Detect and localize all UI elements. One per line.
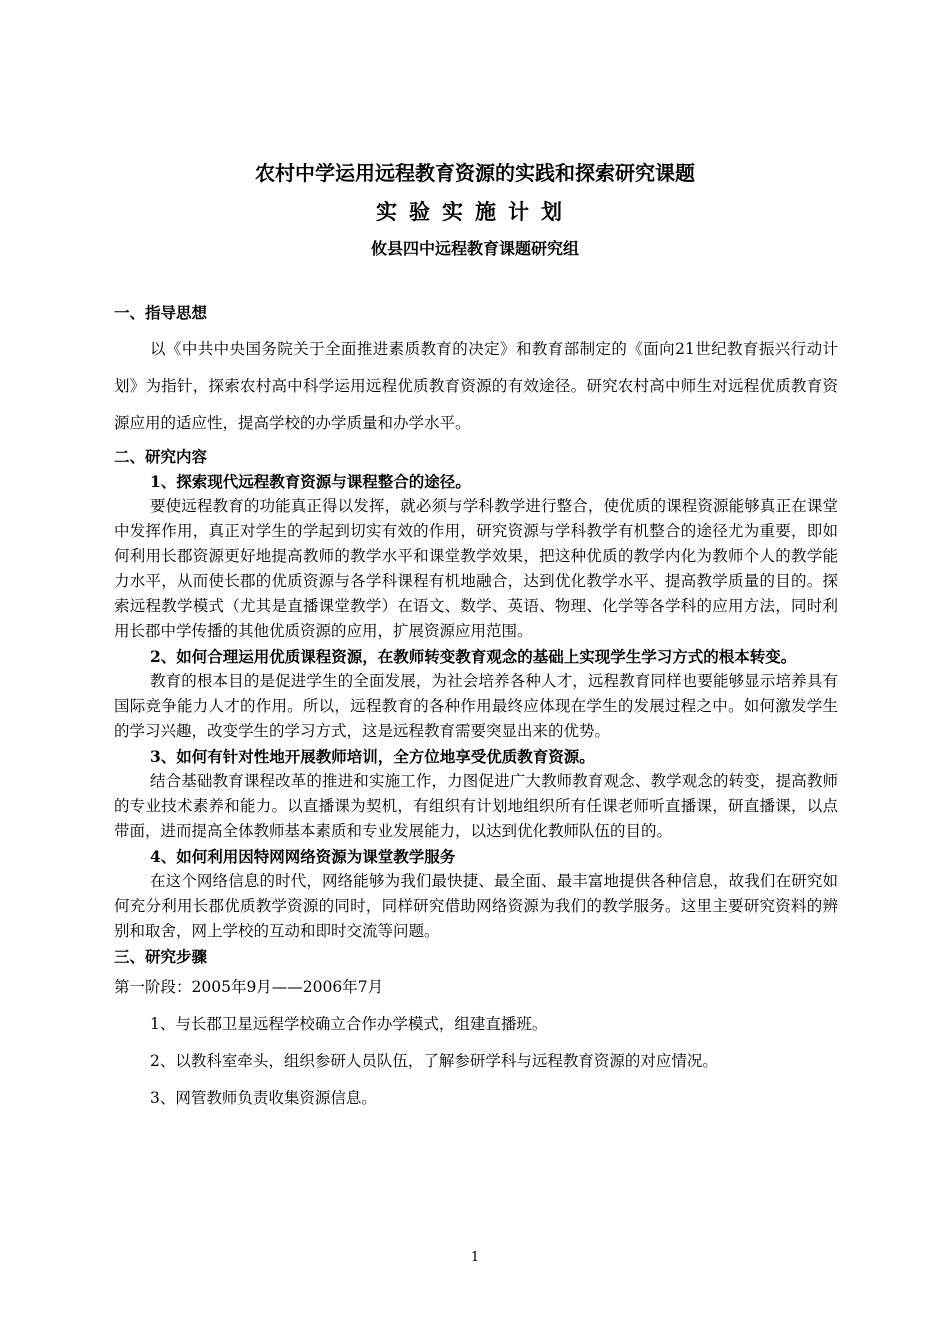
- subheading-2: 2、如何合理运用优质课程资源，在教师转变教育观念的基础上实现学生学习方式的根本转变。: [150, 647, 797, 666]
- document-subtitle: 实验实施计划: [376, 200, 574, 224]
- section-heading-guiding: 一、指导思想: [114, 303, 208, 322]
- paragraph-1: 要使远程教育的功能真正得以发挥，就必须与学科教学进行整合，使优质的课程资源能够真正在课堂中发挥作用，真正对学生的学起到切实有效的作用，研究资源与学科教学有机整合的途径尤为重要，即如何利用长郡资源更好地提高教师的教学水平和课堂教学效果，把这种优质的教学内化为教师个人的教学能力水平，从而使长郡的优质资源与各学科课程有机地融合，达到优化教学水平、提高教学质量的目的。探索远程教学模式（尤其是直播课堂教学）在语文、数学、英语、物理、化学等各学科的应用方法，同时利用长郡中学传播的其他优质资源的应用，扩展资源应用范围。: [114, 497, 838, 640]
- subheading-1: 1、探索现代远程教育资源与课程整合的途径。: [150, 472, 471, 491]
- research-group: 攸县四中远程教育课题研究组: [370, 239, 579, 258]
- section-heading-steps: 三、研究步骤: [114, 947, 208, 966]
- subheading-3: 3、如何有针对性地开展教师培训，全方位地享受优质教育资源。: [150, 747, 595, 766]
- stage-one: 第一阶段：2005年9月——2006年7月: [114, 978, 384, 996]
- paragraph-4: 在这个网络信息的时代，网络能够为我们最快捷、最全面、最丰富地提供各种信息，故我们在研究如何充分利用长郡优质教学资源的同时，同样研究借助网络资源为我们的教学服务。这里主要研究资料的辨别和取舍，网上学校的互动和即时交流等问题。: [114, 872, 838, 940]
- step-item: 2、以教科室牵头，组织参研人员队伍，了解参研学科与远程教育资源的对应情况。: [150, 1052, 718, 1070]
- subheading-4: 4、如何利用因特网网络资源为课堂教学服务: [150, 847, 456, 866]
- step-item: 1、与长郡卫星远程学校确立合作办学模式，组建直播班。: [150, 1015, 548, 1033]
- paragraph-guiding: 以《中共中央国务院关于全面推进素质教育的决定》和教育部制定的《面向21世纪教育振兴行动计划》为指针，探索农村高中科学运用远程优质教育资源的有效途径。研究农村高中师生对远程优质教育资源应用的适应性，提高学校的办学质量和办学水平。: [114, 340, 838, 432]
- document-title: 农村中学运用远程教育资源的实践和探索研究课题: [255, 161, 695, 185]
- document-body: [114, 300, 838, 1117]
- paragraph-3: 结合基础教育课程改革的推进和实施工作，力图促进广大教师教育观念、教学观念的转变，提高教师的专业技术素养和能力。以直播课为契机，有组织有计划地组织所有任课老师听直播课，研直播课，以点带面，进而提高全体教师基本素质和专业发展能力，以达到优化教师队伍的目的。: [114, 772, 838, 840]
- page-number: 1: [470, 1250, 480, 1265]
- section-heading-content: 二、研究内容: [114, 447, 208, 466]
- paragraph-2: 教育的根本目的是促进学生的全面发展，为社会培养各种人才，远程教育同样也要能够显示培养具有国际竞争能力人才的作用。所以，远程教育的各种作用最终应体现在学生的发展过程之中。如何激发学生的学习兴趣，改变学生的学习方式，这是远程教育需要突显出来的优势。: [114, 672, 838, 740]
- step-item: 3、网管教师负责收集资源信息。: [150, 1089, 377, 1107]
